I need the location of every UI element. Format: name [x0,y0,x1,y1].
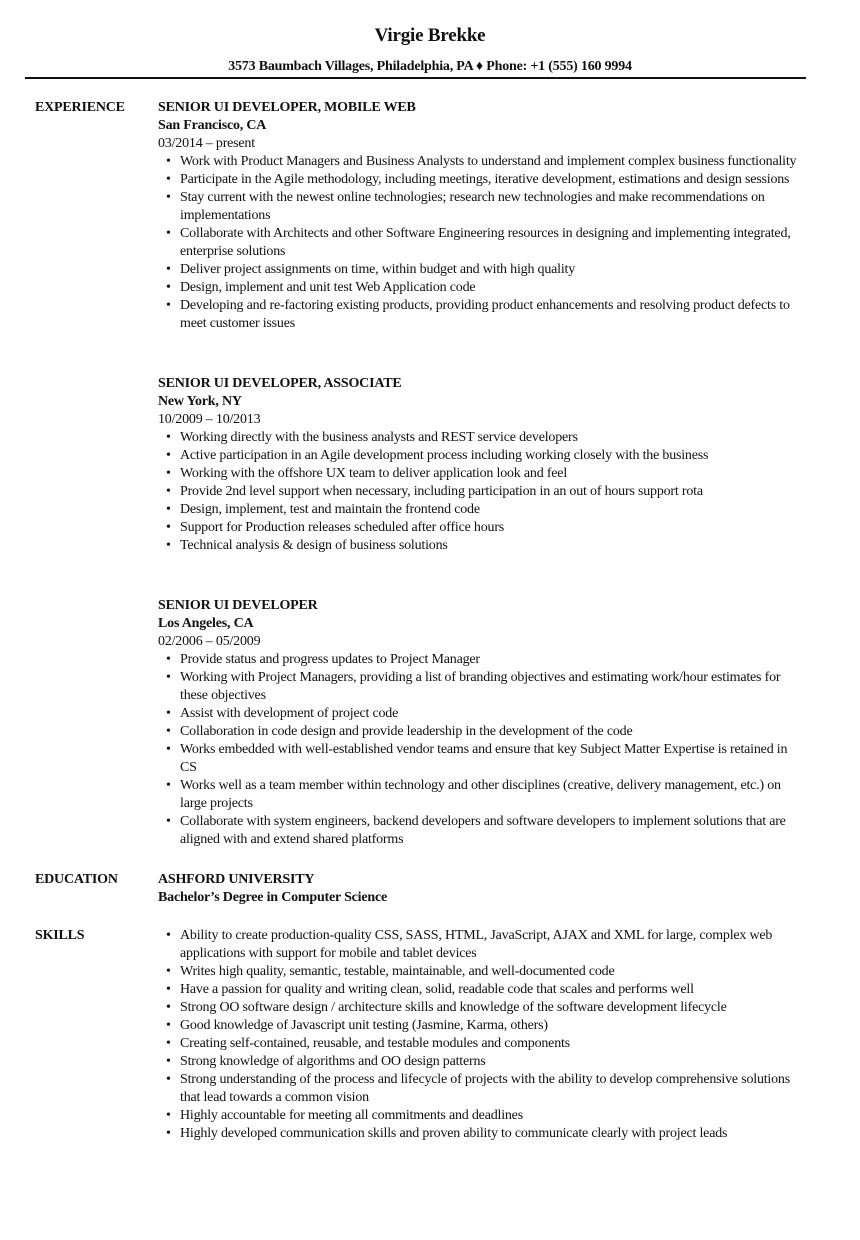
job-title: SENIOR UI DEVELOPER [158,598,318,613]
bullet-item: • Technical analysis & design of business solutions [158,537,805,555]
job-bullets [158,429,805,555]
bullet-item: • Design, implement and unit test Web Application code [158,279,805,297]
job-title: SENIOR UI DEVELOPER, MOBILE WEB [158,100,416,115]
job-entry [158,99,805,333]
skill-item: • Strong OO software design / architecture skills and knowledge of the software development lifecycle [158,999,805,1017]
skill-item: • Highly developed communication skills and proven ability to communicate clearly with project leads [158,1125,805,1143]
bullet-item: • Working with Project Managers, providing a list of branding objectives and estimating work/hour estimates for these objectives [158,669,805,705]
skill-item: • Writes high quality, semantic, testable, maintainable, and well-documented code [158,963,805,981]
job-location: Los Angeles, CA [158,616,254,631]
section-label: SKILLS [35,928,85,943]
bullet-item: • Works well as a team member within technology and other disciplines (creative, delivery management, etc.) on large projects [158,777,805,813]
contact-line: 3573 Baumbach Villages, Philadelphia, PA ♦ Phone: +1 (555) 160 9994 [228,59,632,74]
degree: Bachelor’s Degree in Computer Science [158,890,387,905]
bullet-item: • Working directly with the business analysts and REST service developers [158,429,805,447]
bullet-item: • Provide 2nd level support when necessary, including participation in an out of hours support rota [158,483,805,501]
job-entry [158,597,805,849]
bullet-item: • Stay current with the newest online technologies; research new technologies and make recommendations on implementations [158,189,805,225]
job-bullets [158,651,805,849]
bullet-item: • Work with Product Managers and Business Analysts to understand and implement complex business functionality [158,153,805,171]
job-bullets [158,153,805,333]
bullet-item: • Design, implement, test and maintain the frontend code [158,501,805,519]
job-location: New York, NY [158,394,242,409]
skill-item: • Ability to create production-quality CSS, SASS, HTML, JavaScript, AJAX and XML for large, complex web applications with support for mobile and tablet devices [158,927,805,963]
bullet-item: • Participate in the Agile methodology, including meetings, iterative development, estimations and design sessions [158,171,805,189]
skill-item: • Creating self-contained, reusable, and testable modules and components [158,1035,805,1053]
skill-item: • Strong understanding of the process and lifecycle of projects with the ability to develop comprehensive solutions that lead towards a common vision [158,1071,805,1107]
bullet-item: • Support for Production releases scheduled after office hours [158,519,805,537]
skill-item: • Have a passion for quality and writing clean, solid, readable code that scales and performs well [158,981,805,999]
school-name: ASHFORD UNIVERSITY [158,872,315,887]
section-label: EXPERIENCE [35,100,125,115]
job-dates: 10/2009 – 10/2013 [158,412,261,427]
bullet-item: • Collaboration in code design and provide leadership in the development of the code [158,723,805,741]
job-dates: 03/2014 – present [158,136,255,151]
candidate-name: Virgie Brekke [374,25,486,46]
education-section [35,871,805,907]
skill-item: • Strong knowledge of algorithms and OO design patterns [158,1053,805,1071]
skill-item: • Good knowledge of Javascript unit testing (Jasmine, Karma, others) [158,1017,805,1035]
skills-list [158,927,805,1143]
bullet-item: • Assist with development of project code [158,705,805,723]
jobs-list [158,99,805,849]
bullet-item: • Active participation in an Agile development process including working closely with the business [158,447,805,465]
bullet-item: • Developing and re-factoring existing products, providing product enhancements and resolving product defects to meet customer issues [158,297,805,333]
job-title: SENIOR UI DEVELOPER, ASSOCIATE [158,376,402,391]
section-label: EDUCATION [35,872,118,887]
job-location: San Francisco, CA [158,118,267,133]
bullet-item: • Works embedded with well-established vendor teams and ensure that key Subject Matter Expertise is retained in CS [158,741,805,777]
skills-section [35,927,805,1143]
bullet-item: • Deliver project assignments on time, within budget and with high quality [158,261,805,279]
job-dates: 02/2006 – 05/2009 [158,634,261,649]
bullet-item: • Provide status and progress updates to Project Manager [158,651,805,669]
bullet-item: • Collaborate with Architects and other Software Engineering resources in designing and implementing integrated, enterprise solutions [158,225,805,261]
job-entry [158,375,805,555]
bullet-item: • Working with the offshore UX team to deliver application look and feel [158,465,805,483]
header-divider [25,77,806,79]
bullet-item: • Collaborate with system engineers, backend developers and software developers to implement solutions that are aligned with and extend shared platforms [158,813,805,849]
experience-section [35,99,805,891]
skill-item: • Highly accountable for meeting all commitments and deadlines [158,1107,805,1125]
